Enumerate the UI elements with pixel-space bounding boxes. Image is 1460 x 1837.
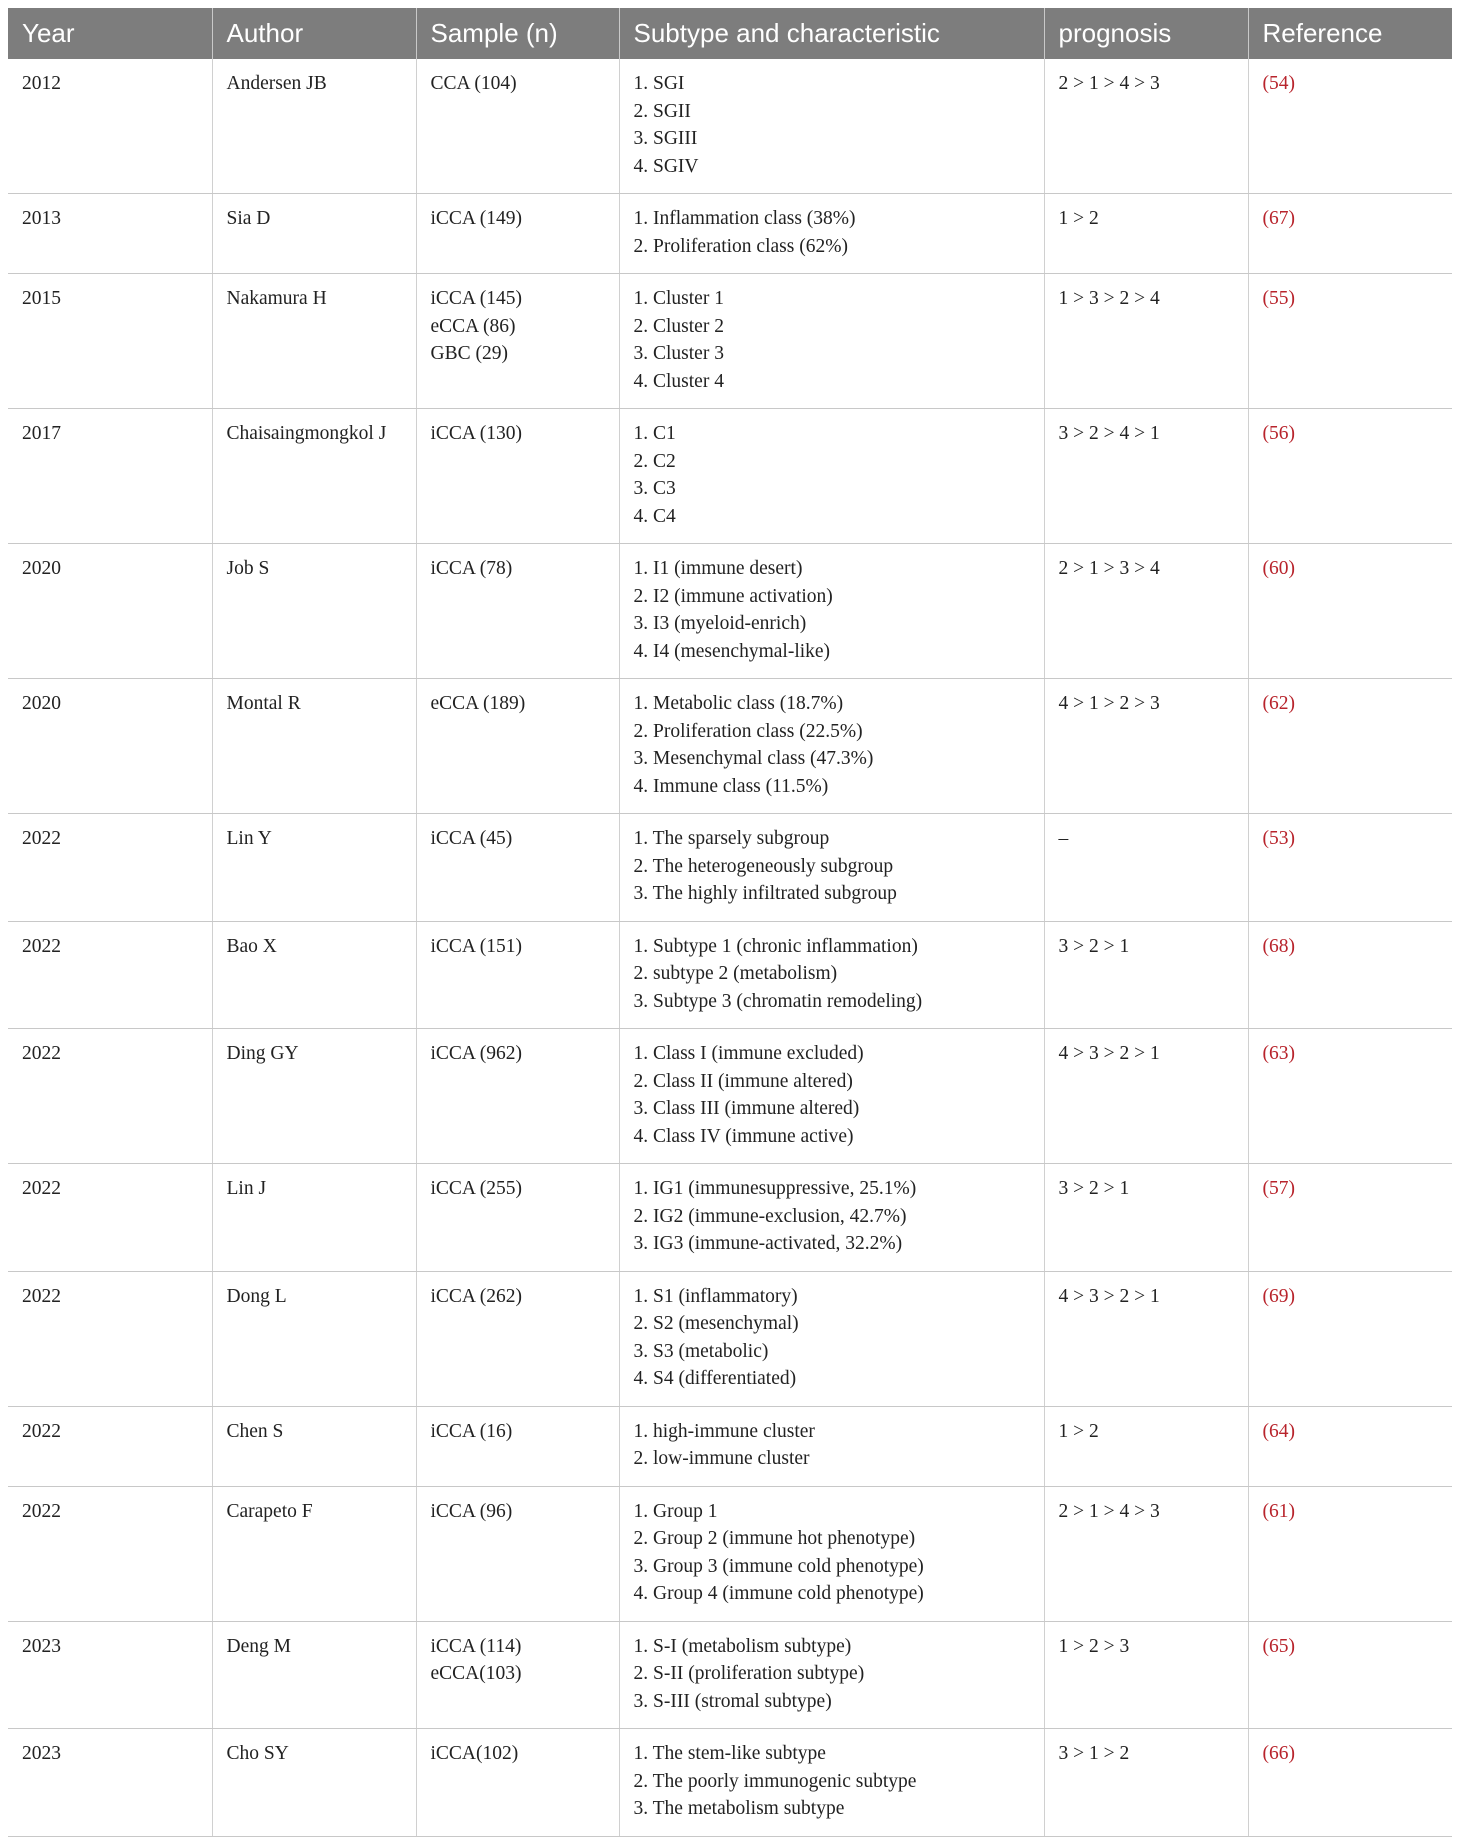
subtype-line: 1. S1 (inflammatory): [633, 1285, 798, 1307]
subtype-cell: [619, 1406, 1044, 1486]
table-row: [8, 1271, 1452, 1406]
subtype-line: 4. Cluster 4: [633, 370, 724, 392]
sample-cell: [416, 194, 619, 274]
subtype-line: 2. Class II (immune altered): [633, 1070, 853, 1092]
subtype-line: 3. Mesenchymal class (47.3%): [633, 748, 874, 769]
sample-line: iCCA (151): [430, 935, 523, 957]
subtype-cell: [619, 921, 1044, 1029]
sample-cell: [416, 1406, 619, 1486]
table-row: [8, 1029, 1452, 1164]
header-year: Year: [8, 8, 212, 59]
subtype-cell: [619, 59, 1044, 194]
subtype-cell: [619, 1164, 1044, 1272]
reference-link[interactable]: 62: [1269, 693, 1289, 714]
year-cell: 2017: [8, 409, 212, 544]
subtype-line: 1. Subtype 1 (chronic inflammation): [633, 935, 918, 957]
subtype-line: 3. Cluster 3: [633, 343, 724, 364]
table-row: [8, 679, 1452, 814]
table-row: [8, 921, 1452, 1029]
subtype-line: 2. Proliferation class (62%): [633, 235, 848, 257]
sample-line: eCCA(103): [430, 1663, 522, 1684]
subtype-table: [8, 8, 1452, 1837]
sample-line: iCCA (145): [430, 288, 523, 309]
year-cell: 2013: [8, 194, 212, 274]
year-cell: 2020: [8, 544, 212, 679]
table-row: [8, 1486, 1452, 1621]
subtype-line: 1. Group 1: [633, 1500, 718, 1522]
sample-line: GBC (29): [430, 343, 508, 364]
year-cell: 2020: [8, 679, 212, 814]
reference-cell: (65): [1248, 1621, 1452, 1729]
reference-link[interactable]: 55: [1269, 288, 1289, 309]
subtype-line: 2. Group 2 (immune hot phenotype): [633, 1528, 916, 1549]
prognosis-cell: 4 > 3 > 2 > 1: [1044, 1271, 1248, 1406]
year-cell: 2023: [8, 1729, 212, 1837]
sample-cell: [416, 1486, 619, 1621]
sample-line: CCA (104): [430, 73, 517, 94]
sample-line: iCCA (255): [430, 1178, 523, 1199]
prognosis-cell: 2 > 1 > 3 > 4: [1044, 544, 1248, 679]
subtype-cell: [619, 409, 1044, 544]
prognosis-cell: 3 > 2 > 4 > 1: [1044, 409, 1248, 544]
subtype-line: 2. S2 (mesenchymal): [633, 1313, 799, 1334]
table-row: [8, 274, 1452, 409]
subtype-line: 1. Class I (immune excluded): [633, 1043, 864, 1064]
table-row: [8, 1621, 1452, 1729]
reference-cell: (60): [1248, 544, 1452, 679]
subtype-line: 1. high-immune cluster: [633, 1420, 815, 1442]
subtype-line: 4. Group 4 (immune cold phenotype): [633, 1583, 924, 1604]
reference-link[interactable]: 66: [1269, 1743, 1289, 1764]
table-header: [8, 8, 1452, 59]
year-cell: 2015: [8, 274, 212, 409]
sample-cell: [416, 1029, 619, 1164]
header-row: [8, 8, 1452, 59]
subtype-line: 3. SGIII: [633, 128, 698, 149]
author-cell: Deng M: [212, 1621, 416, 1729]
subtype-line: 1. The stem-like subtype: [633, 1743, 826, 1764]
subtype-line: 3. I3 (myeloid-enrich): [633, 613, 807, 634]
year-cell: 2022: [8, 921, 212, 1029]
subtype-line: 3. The highly infiltrated subgroup: [633, 883, 897, 904]
prognosis-cell: 1 > 3 > 2 > 4: [1044, 274, 1248, 409]
sample-line: eCCA (86): [430, 315, 516, 337]
year-cell: 2022: [8, 1164, 212, 1272]
reference-link[interactable]: 64: [1269, 1420, 1289, 1442]
subtype-line: 3. Subtype 3 (chromatin remodeling): [633, 990, 923, 1012]
subtype-line: 1. C1: [633, 423, 676, 444]
table-row: [8, 409, 1452, 544]
table-row: [8, 1164, 1452, 1272]
subtype-line: 1. Metabolic class (18.7%): [633, 693, 844, 714]
author-cell: Chaisaingmongkol J: [212, 409, 416, 544]
subtype-cell: [619, 194, 1044, 274]
reference-cell: (69): [1248, 1271, 1452, 1406]
reference-link[interactable]: 60: [1269, 558, 1289, 579]
reference-cell: (53): [1248, 814, 1452, 922]
reference-link[interactable]: 68: [1269, 935, 1289, 957]
subtype-line: 2. C2: [633, 450, 676, 472]
subtype-cell: [619, 1486, 1044, 1621]
prognosis-cell: 4 > 3 > 2 > 1: [1044, 1029, 1248, 1164]
table-row: [8, 814, 1452, 922]
table-row: [8, 1729, 1452, 1837]
table-row: [8, 1406, 1452, 1486]
sample-line: iCCA (962): [430, 1043, 523, 1064]
sample-cell: [416, 1729, 619, 1837]
year-cell: 2022: [8, 1406, 212, 1486]
sample-cell: [416, 814, 619, 922]
reference-cell: (56): [1248, 409, 1452, 544]
prognosis-cell: 3 > 2 > 1: [1044, 1164, 1248, 1272]
year-cell: 2012: [8, 59, 212, 194]
sample-cell: [416, 544, 619, 679]
author-cell: Chen S: [212, 1406, 416, 1486]
subtype-line: 1. SGI: [633, 73, 685, 94]
author-cell: Carapeto F: [212, 1486, 416, 1621]
subtype-line: 4. S4 (differentiated): [633, 1368, 797, 1389]
subtype-line: 1. IG1 (immunesuppressive, 25.1%): [633, 1178, 917, 1199]
subtype-line: 1. Inflammation class (38%): [633, 208, 856, 229]
header-sample: Sample (n): [416, 8, 619, 59]
prognosis-cell: 3 > 1 > 2: [1044, 1729, 1248, 1837]
author-cell: Cho SY: [212, 1729, 416, 1837]
subtype-line: 2. low-immune cluster: [633, 1448, 810, 1469]
subtype-line: 2. Cluster 2: [633, 315, 724, 337]
subtype-line: 3. Group 3 (immune cold phenotype): [633, 1555, 924, 1577]
author-cell: Job S: [212, 544, 416, 679]
subtype-line: 1. Cluster 1: [633, 288, 724, 309]
header-author: Author: [212, 8, 416, 59]
author-cell: Bao X: [212, 921, 416, 1029]
author-cell: Nakamura H: [212, 274, 416, 409]
prognosis-cell: –: [1044, 814, 1248, 922]
prognosis-cell: 2 > 1 > 4 > 3: [1044, 1486, 1248, 1621]
reference-link[interactable]: 57: [1269, 1178, 1289, 1199]
table-row: [8, 194, 1452, 274]
subtype-line: 2. S-II (proliferation subtype): [633, 1663, 865, 1684]
subtype-line: 2. I2 (immune activation): [633, 585, 833, 607]
sample-cell: [416, 59, 619, 194]
sample-cell: [416, 921, 619, 1029]
sample-cell: [416, 1271, 619, 1406]
subtype-cell: [619, 544, 1044, 679]
sample-line: iCCA (149): [430, 208, 523, 229]
author-cell: Ding GY: [212, 1029, 416, 1164]
subtype-line: 3. S3 (metabolic): [633, 1340, 769, 1362]
reference-link[interactable]: 56: [1269, 423, 1289, 444]
subtype-line: 2. SGII: [633, 100, 691, 122]
reference-link[interactable]: 67: [1269, 208, 1289, 229]
prognosis-cell: 2 > 1 > 4 > 3: [1044, 59, 1248, 194]
sample-line: eCCA (189): [430, 693, 526, 714]
subtype-line: 4. Class IV (immune active): [633, 1125, 854, 1147]
subtype-line: 2. The poorly immunogenic subtype: [633, 1770, 917, 1792]
subtype-line: 3. C3: [633, 478, 676, 499]
subtype-line: 2. The heterogeneously subgroup: [633, 855, 894, 877]
year-cell: 2023: [8, 1621, 212, 1729]
reference-cell: (62): [1248, 679, 1452, 814]
sample-cell: [416, 1621, 619, 1729]
year-cell: 2022: [8, 1029, 212, 1164]
year-cell: 2022: [8, 1486, 212, 1621]
table-container: [8, 8, 1452, 1837]
reference-link[interactable]: 63: [1269, 1043, 1289, 1064]
table-row: [8, 59, 1452, 194]
subtype-line: 4. I4 (mesenchymal-like): [633, 640, 831, 662]
reference-cell: (68): [1248, 921, 1452, 1029]
reference-cell: (64): [1248, 1406, 1452, 1486]
subtype-line: 4. Immune class (11.5%): [633, 775, 829, 797]
reference-link[interactable]: 54: [1269, 73, 1289, 94]
subtype-cell: [619, 1621, 1044, 1729]
reference-cell: (67): [1248, 194, 1452, 274]
sample-line: iCCA (45): [430, 828, 513, 849]
year-cell: 2022: [8, 814, 212, 922]
reference-cell: (54): [1248, 59, 1452, 194]
subtype-line: 2. subtype 2 (metabolism): [633, 963, 838, 984]
reference-link[interactable]: 53: [1269, 828, 1289, 849]
reference-link[interactable]: 69: [1269, 1285, 1289, 1307]
prognosis-cell: 4 > 1 > 2 > 3: [1044, 679, 1248, 814]
reference-cell: (55): [1248, 274, 1452, 409]
subtype-cell: [619, 679, 1044, 814]
header-prognosis: prognosis: [1044, 8, 1248, 59]
prognosis-cell: 1 > 2: [1044, 194, 1248, 274]
year-cell: 2022: [8, 1271, 212, 1406]
reference-link[interactable]: 65: [1269, 1635, 1289, 1657]
sample-cell: [416, 1164, 619, 1272]
prognosis-cell: 1 > 2 > 3: [1044, 1621, 1248, 1729]
subtype-line: 1. The sparsely subgroup: [633, 828, 830, 849]
subtype-line: 1. S-I (metabolism subtype): [633, 1635, 852, 1657]
sample-line: iCCA (130): [430, 423, 523, 444]
sample-line: iCCA (96): [430, 1500, 513, 1522]
reference-cell: (57): [1248, 1164, 1452, 1272]
author-cell: Lin Y: [212, 814, 416, 922]
table-body: [8, 59, 1452, 1836]
subtype-line: 3. IG3 (immune-activated, 32.2%): [633, 1233, 903, 1254]
subtype-cell: [619, 814, 1044, 922]
author-cell: Dong L: [212, 1271, 416, 1406]
author-cell: Lin J: [212, 1164, 416, 1272]
sample-cell: [416, 409, 619, 544]
subtype-line: 2. IG2 (immune-exclusion, 42.7%): [633, 1205, 907, 1227]
header-reference: Reference: [1248, 8, 1452, 59]
sample-line: iCCA (16): [430, 1420, 513, 1442]
sample-cell: [416, 679, 619, 814]
reference-cell: (63): [1248, 1029, 1452, 1164]
header-subtype: Subtype and characteristic: [619, 8, 1044, 59]
subtype-cell: [619, 1271, 1044, 1406]
sample-line: iCCA (78): [430, 558, 513, 579]
author-cell: Montal R: [212, 679, 416, 814]
reference-cell: (61): [1248, 1486, 1452, 1621]
subtype-line: 3. The metabolism subtype: [633, 1798, 845, 1819]
reference-cell: (66): [1248, 1729, 1452, 1837]
author-cell: Sia D: [212, 194, 416, 274]
table-row: [8, 544, 1452, 679]
subtype-line: 4. C4: [633, 505, 676, 527]
author-cell: Andersen JB: [212, 59, 416, 194]
subtype-cell: [619, 1029, 1044, 1164]
sample-line: iCCA(102): [430, 1743, 519, 1764]
sample-cell: [416, 274, 619, 409]
subtype-line: 3. S-III (stromal subtype): [633, 1690, 832, 1712]
subtype-cell: [619, 274, 1044, 409]
prognosis-cell: 3 > 2 > 1: [1044, 921, 1248, 1029]
sample-line: iCCA (262): [430, 1285, 523, 1307]
sample-line: iCCA (114): [430, 1635, 522, 1657]
subtype-line: 2. Proliferation class (22.5%): [633, 720, 863, 742]
subtype-line: 3. Class III (immune altered): [633, 1098, 860, 1119]
reference-link[interactable]: 61: [1269, 1500, 1289, 1522]
prognosis-cell: 1 > 2: [1044, 1406, 1248, 1486]
subtype-cell: [619, 1729, 1044, 1837]
subtype-line: 4. SGIV: [633, 155, 699, 177]
subtype-line: 1. I1 (immune desert): [633, 558, 803, 579]
